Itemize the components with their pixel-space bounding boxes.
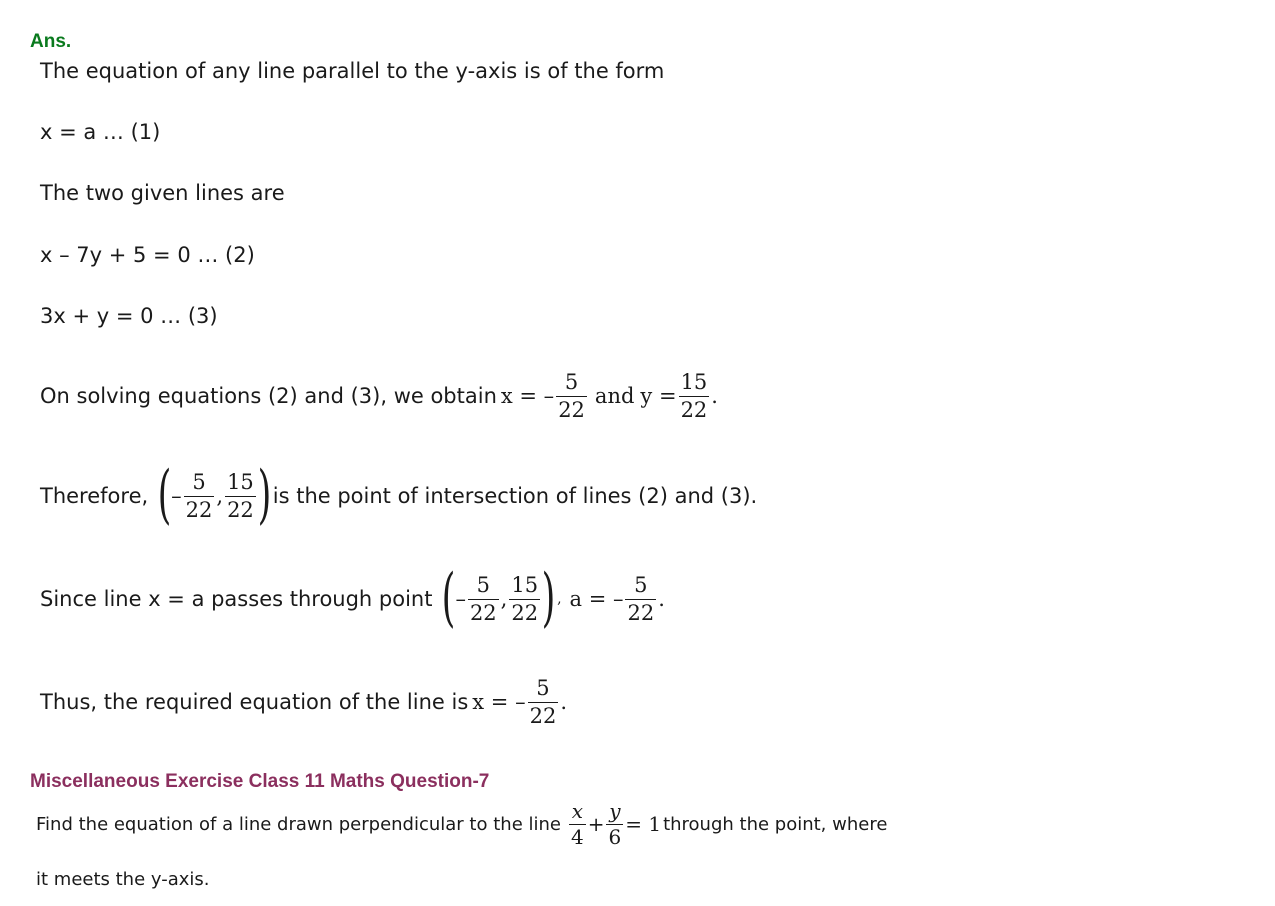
fraction-15-22: $\frac{15}{22}$ [680,370,708,422]
therefore-text: Therefore, [40,483,149,508]
final-equation: x = – [472,690,526,714]
right-paren: ) [541,561,556,636]
left-paren: ( [157,458,172,533]
therefore-row: Therefore, ( – $\frac{5}{22}$ , $\frac{15}{22}$ ) is the point of intersection of lines (2) and (3). [40,458,758,533]
fraction-y-6: $\frac{y}{6}$ [608,798,622,849]
intro-text: The equation of any line parallel to the y-axis is of the form [40,59,665,83]
question-text-line-2: it meets the y-axis. [36,869,210,890]
solving-text: On solving equations (2) and (3), we obtain [40,383,497,408]
thus-row: Thus, the required equation of the line is x = – $\frac{5}{22}$ . [40,676,567,728]
fraction-15-22: $\frac{15}{22}$ [227,470,254,522]
equation-1: x = a … (1) [40,120,161,144]
given-lines-text: The two given lines are [40,181,285,205]
question-row-1 [36,795,887,853]
fraction-5-22: $\frac{5}{22}$ [469,573,497,625]
intersection-text: is the point of intersection of lines (2) and (3). [272,483,758,508]
fraction-5-22: $\frac{5}{22}$ [529,676,557,728]
fraction-5-22: $\frac{5}{22}$ [627,573,655,625]
thus-text: Thus, the required equation of the line is [40,689,469,714]
fraction-15-22: $\frac{15}{22}$ [511,573,539,625]
question-text-after: through the point, where [663,813,888,835]
since-row: Since line x = a passes through point ( – $\frac{5}{22}$ , $\frac{15}{22}$ ) , a = – $\frac{5}{22}$ . [40,561,665,636]
solving-math-y: y = [640,384,677,408]
equation-3: 3x + y = 0 … (3) [40,304,218,328]
question-text-before: Find the equation of a line drawn perpendicular to the line [36,813,561,835]
equation-2: x – 7y + 5 = 0 … (2) [40,243,255,267]
period: . [711,384,718,408]
since-text: Since line x = a passes through point [40,586,433,611]
solving-math-x: x = – [500,384,555,408]
fraction-x-4: $\frac{x}{4}$ [570,798,584,849]
answer-label: Ans. [30,31,72,52]
plus-sign: + [587,812,605,836]
fraction-5-22: $\frac{5}{22}$ [558,370,585,422]
equals-one: = 1 [625,812,662,836]
left-paren: ( [442,561,456,636]
solving-and: and [594,384,635,408]
question-heading: Miscellaneous Exercise Class 11 Maths Question-7 [30,771,490,792]
fraction-5-22: $\frac{5}{22}$ [185,470,213,522]
a-equation: a = – [569,587,624,611]
solving-row [40,366,718,426]
right-paren: ) [257,458,272,533]
